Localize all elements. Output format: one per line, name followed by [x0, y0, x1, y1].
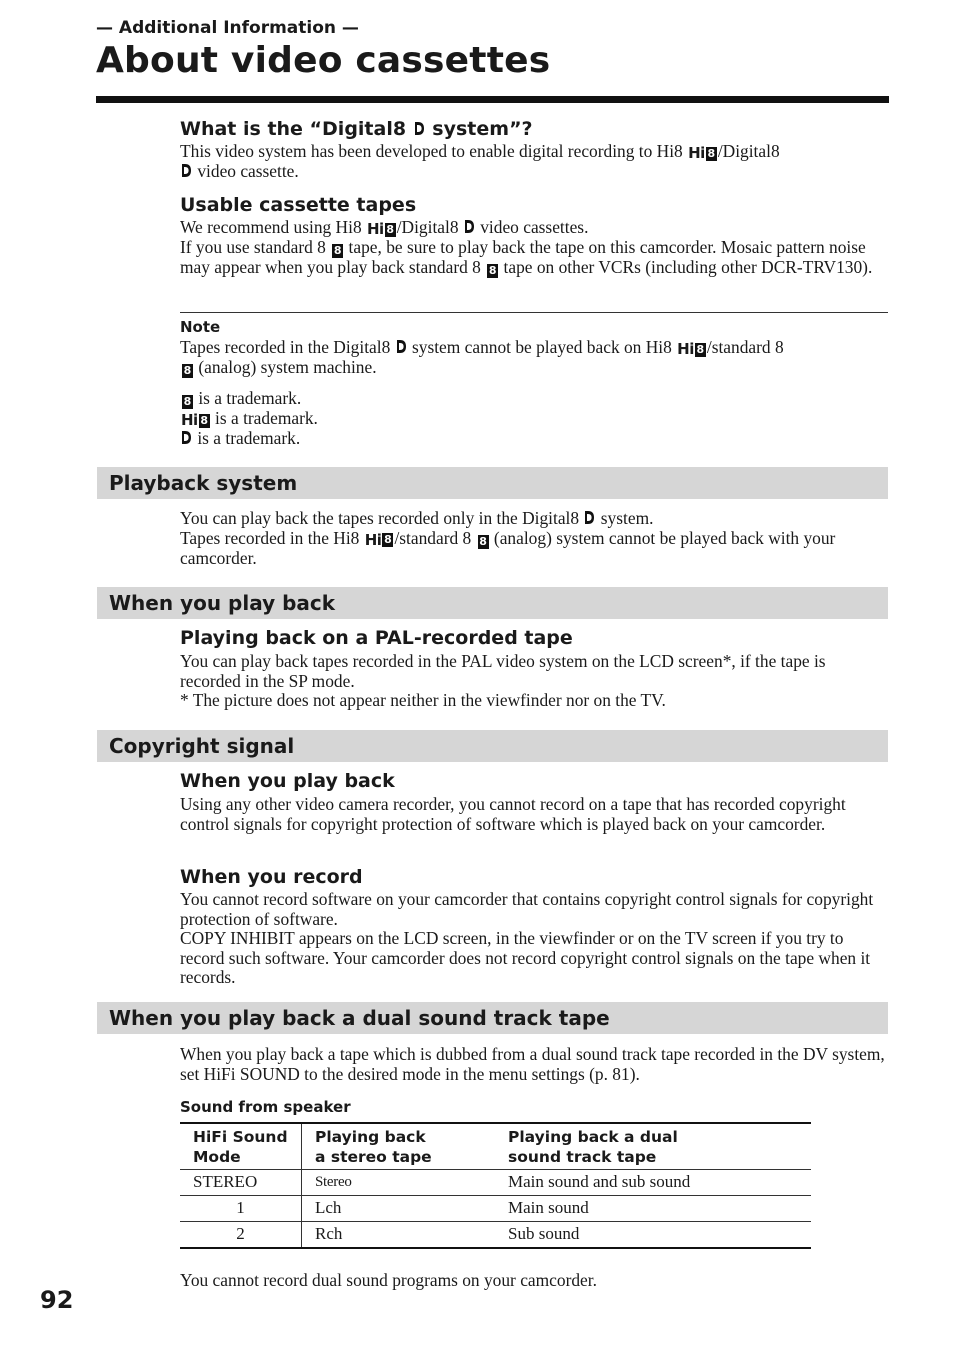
digital8-logo-icon [181, 163, 192, 178]
hi-glyph: Hi [367, 220, 384, 238]
playback-system-bar: Playback system [97, 467, 888, 499]
sound-table [180, 1122, 811, 1249]
hi8-logo-icon [688, 146, 717, 161]
eight-glyph: 8 [707, 146, 716, 160]
digital8-logo-icon [584, 510, 595, 525]
copyright-bar: Copyright signal [97, 730, 888, 762]
dual-sound-bar: When you play back a dual sound track tape [97, 1002, 888, 1034]
pal-heading: Playing back on a PAL-recorded tape [180, 627, 573, 649]
hi-glyph: Hi [364, 530, 382, 549]
col-header-stereo: Playing back a stereo tape [315, 1128, 432, 1166]
page-number: 92 [40, 1286, 74, 1314]
usable-tapes-heading: Usable cassette tapes [180, 194, 417, 216]
copyright-record-heading: When you record [180, 866, 363, 888]
eight-glyph: 8 [386, 222, 395, 236]
note-label: Note [180, 318, 221, 336]
title-rule [96, 96, 889, 103]
dual-footer: You cannot record dual sound programs on your camcorder. [180, 1270, 597, 1290]
digital8-logo-icon [414, 121, 425, 136]
eight-glyph: 8 [333, 243, 342, 257]
hi-glyph: Hi [688, 144, 705, 162]
col-header-dual: Playing back a dual sound track tape [508, 1128, 678, 1166]
digital8-paragraph: This video system has been developed to enable digital recording to Hi8 Hi 8 /Digital8 video cassette. [180, 141, 780, 181]
eight-glyph: 8 [696, 342, 705, 356]
hi8-logo-icon [367, 222, 396, 237]
copyright-playback-heading: When you play back [180, 770, 395, 792]
copyright-record-paragraph: You cannot record software on your camcorder that contains copyright control signals for copyright protection of software. COPY INHIBIT appears on the LCD screen, in the viewfinder or on the TV screen if you try to record such software. Your camcorder does not record copyright control signals on the tape when it records. [180, 889, 874, 988]
video8-logo-icon [181, 395, 193, 409]
digital8-logo-icon [181, 430, 192, 445]
hi8-logo-icon [181, 413, 210, 428]
table-row: 2 Rch Sub sound [180, 1222, 811, 1249]
table-row: STEREO Stereo Main sound and sub sound [180, 1170, 811, 1196]
table-label: Sound from speaker [180, 1098, 351, 1116]
eight-glyph: 8 [479, 534, 487, 548]
digital8-heading: What is the “Digital8 system”? [180, 118, 533, 140]
eight-glyph: 8 [488, 263, 497, 277]
table-row: 1 Lch Main sound [180, 1196, 811, 1222]
hi-glyph: Hi [181, 411, 198, 429]
note-rule [180, 312, 888, 313]
when-play-back-bar: When you play back [97, 587, 888, 619]
copyright-playback-paragraph: Using any other video camera recorder, you cannot record on a tape that has recorded copyright control signals for copyright protection of software which is played back on your camcorder. [180, 794, 846, 834]
eight-glyph: 8 [183, 395, 192, 408]
eight-glyph: 8 [183, 363, 192, 377]
digital8-logo-icon [396, 339, 407, 354]
pal-paragraph: You can play back tapes recorded in the PAL video system on the LCD screen*, if the tape is recorded in the SP mode. * The picture does not appear neither in the viewfinder nor on the TV. [180, 651, 826, 711]
eight-glyph: 8 [384, 533, 392, 547]
section-label: — Additional Information — [96, 18, 359, 38]
col-header-mode: HiFi Sound Mode [180, 1123, 302, 1170]
digital8-logo-icon [464, 219, 475, 234]
playback-system-paragraph: You can play back the tapes recorded only in the Digital8 system. Tapes recorded in the Hi8 Hi 8 /standard 8 8 (analog) system cannot be played back with your camcorder. [180, 508, 836, 568]
usable-tapes-paragraph: We recommend using Hi8 Hi 8 /Digital8 video cassettes. If you use standard 8 8 tape, be sure to play back the tape on this camcorder. Mosaic pattern noise may appear when you play back standard 8 8 tape on other VCRs (including other DCR-TRV130). [180, 217, 873, 277]
table-header-row [180, 1123, 811, 1170]
hi8-logo-icon [364, 530, 394, 549]
page-title: About video cassettes [96, 40, 551, 81]
note-paragraph: Tapes recorded in the Digital8 system cannot be played back on Hi8 Hi 8 /standard 8 8 (analog) system machine. [180, 337, 784, 377]
video8-logo-icon [486, 264, 498, 278]
eight-glyph: 8 [200, 413, 209, 427]
video8-logo-icon [181, 364, 193, 378]
video8-logo-icon [331, 244, 343, 258]
hi-glyph: Hi [677, 340, 694, 358]
trademarks: 8 is a trademark. Hi 8 is a trademark. is a trademark. [181, 388, 318, 448]
video8-logo-icon [477, 535, 489, 549]
hi8-logo-icon [677, 342, 706, 357]
dual-sound-paragraph: When you play back a tape which is dubbed from a dual sound track tape recorded in the DV system, set HiFi SOUND to the desired mode in the menu settings (p. 81). [180, 1044, 885, 1084]
